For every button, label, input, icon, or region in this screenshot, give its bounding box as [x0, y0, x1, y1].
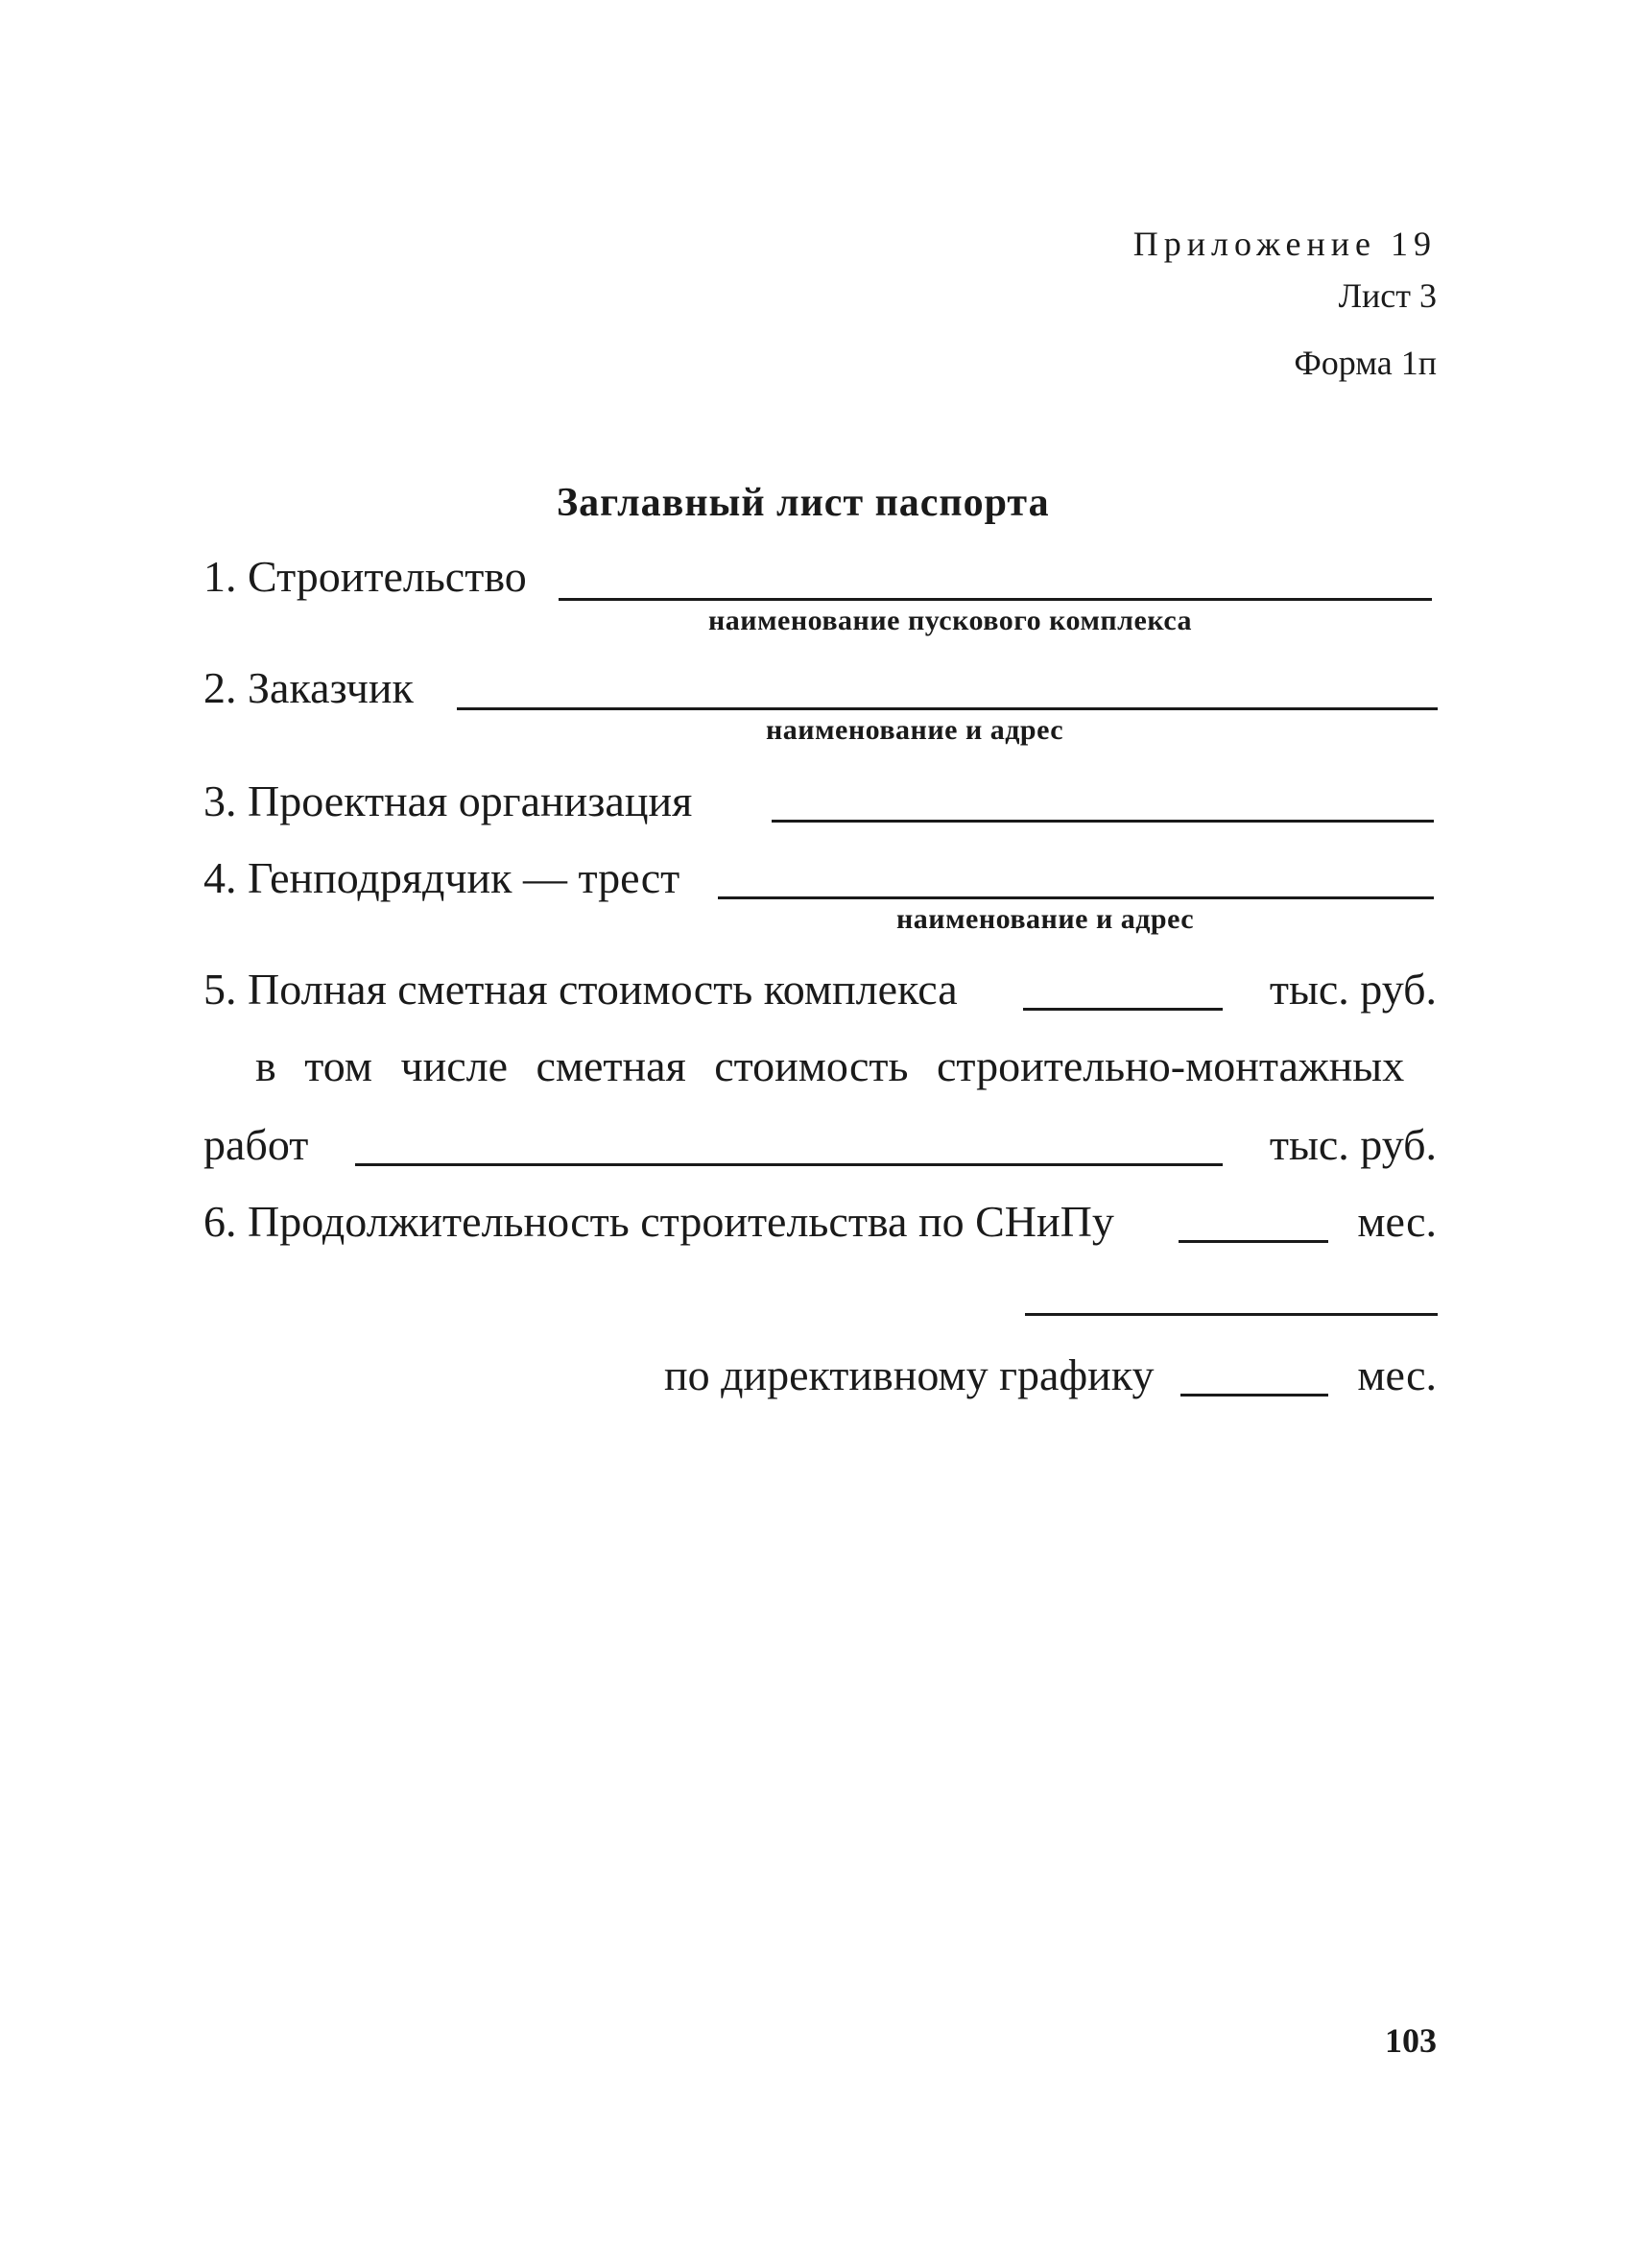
cost-sub-unit: тыс. руб. [1269, 1120, 1437, 1169]
directive-unit: мес. [1357, 1350, 1437, 1399]
directive-label: по директивному графику [664, 1350, 1155, 1399]
cost-unit: тыс. руб. [1269, 965, 1437, 1014]
page-title: Заглавный лист паспорта [557, 481, 1050, 525]
construction-caption: наименование пускового комплекса [708, 605, 1193, 636]
cost-sub-label: работ [203, 1120, 309, 1169]
contractor-label: 4. Генподрядчик — трест [203, 853, 680, 902]
design-org-label: 3. Проектная организация [203, 776, 693, 825]
form-label: Форма 1п [1294, 344, 1437, 382]
customer-field-line[interactable] [457, 707, 1438, 710]
page-number: 103 [1385, 2021, 1437, 2060]
contractor-caption: наименование и адрес [896, 903, 1195, 935]
duration-label: 6. Продолжительность строительства по СНиПу [203, 1197, 1114, 1246]
sheet-label: Лист 3 [1338, 276, 1437, 315]
construction-field-line[interactable] [559, 598, 1432, 601]
construction-label: 1. Строительство [203, 552, 527, 601]
customer-label: 2. Заказчик [203, 663, 414, 712]
duration-extra-line[interactable] [1025, 1313, 1438, 1316]
cost-sub-intro: в том числе сметная стоимость строительно-монтажных [255, 1041, 1405, 1090]
directive-field-line[interactable] [1180, 1394, 1328, 1397]
cost-sub-field-line[interactable] [355, 1163, 1223, 1166]
cost-field-line[interactable] [1023, 1008, 1223, 1011]
cost-label: 5. Полная сметная стоимость комплекса [203, 965, 958, 1014]
customer-caption: наименование и адрес [766, 714, 1064, 746]
contractor-field-line[interactable] [718, 896, 1434, 899]
design-org-field-line[interactable] [772, 820, 1434, 823]
duration-field-line[interactable] [1179, 1240, 1328, 1243]
appendix-label: Приложение 19 [1132, 225, 1437, 263]
duration-unit: мес. [1357, 1197, 1437, 1246]
